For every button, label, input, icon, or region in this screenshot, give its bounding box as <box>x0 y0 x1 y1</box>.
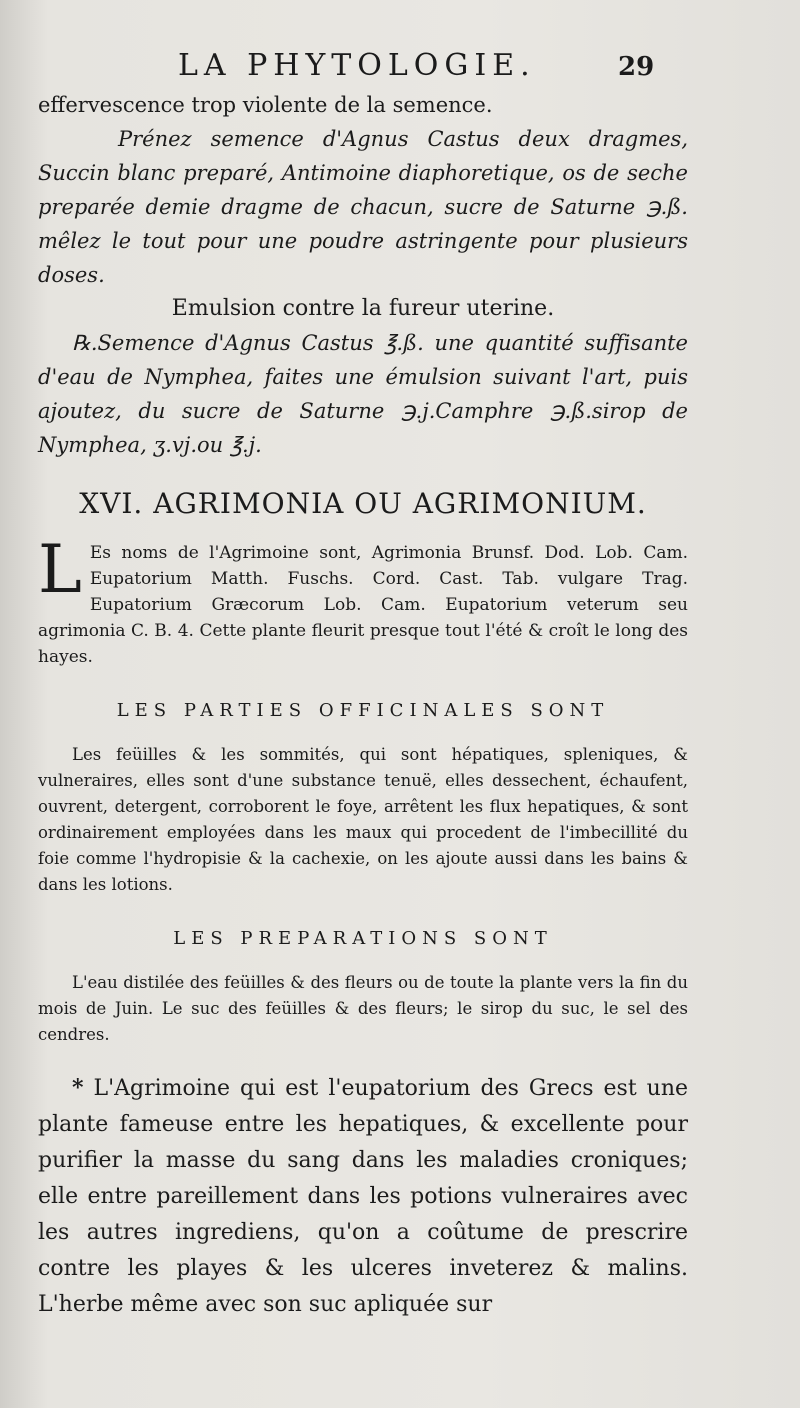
emulsion-heading: Emulsion contre la fureur uterine. <box>171 296 555 321</box>
note-star: * <box>72 1075 84 1101</box>
drop-cap: L <box>38 531 82 608</box>
section-text-parties: Les feüilles & les sommités, qui sont hépatiques, spleniques, & vulneraires, elles sont d'une substance tenuë, elles dessechent, échaufent, ouvrent, detergent, corroborent le foye, arrêtent les flux hepatiques, & sont ordinairement employées dans les maux qui procedent de l'imbecillité du foie comme l'hydropisie & la cachexie, on les ajoute aussi dans les bains & dans les lotions. <box>38 745 688 894</box>
recipe-emulsion: ℞.Semence d'Agnus Castus ℥.ß. une quantité suffisante d'eau de Nymphea, faites une émulsion suivant l'art, puis ajoutez, du sucre de Saturne ℈.j.Camphre ℈.ß.sirop de Nymphea, ʒ.vj.ou ℥.j. <box>38 331 688 457</box>
section-heading-parties: LES PARTIES OFFICINALES SONT <box>116 700 610 721</box>
continuation-line: effervescence trop violente de la semence. <box>38 93 493 117</box>
recipe-powder: Prénez semence d'Agnus Castus deux dragmes, Succin blanc preparé, Antimoine diaphoretique, os de seche preparée demie dragme de chacun, sucre de Saturne ℈.ß. mêlez le tout pour une poudre astringente pour plusieurs doses. <box>38 127 688 287</box>
chapter-heading: XVI. AGRIMONIA OU AGRIMONIUM. <box>79 487 647 520</box>
page-number: 29 <box>618 52 655 82</box>
running-head <box>38 48 688 88</box>
note-text: L'Agrimoine qui est l'eupatorium des Grecs est une plante fameuse entre les hepatiques, & excellente pour purifier la masse du sang dans les maladies croniques; elle entre pareillement dans les potions vulneraires avec les autres ingrediens, qu'on a coûtume de prescrire contre les playes & les ulceres inveterez & malins. L'herbe même avec son suc apliquée sur <box>38 1076 689 1317</box>
running-head-title: LA PHYTOLOGIE. <box>178 48 536 83</box>
note-paragraph <box>38 1070 688 1323</box>
names-paragraph <box>38 531 688 670</box>
section-text-preparations: L'eau distilée des feüilles & des fleurs ou de toute la plante vers la fin du mois de Juin. Le suc des feüilles & des fleurs; le sirop du suc, le sel des cendres. <box>38 973 688 1044</box>
section-heading-preparations: LES PREPARATIONS SONT <box>173 928 553 949</box>
names-text: Es noms de l'Agrimoine sont, Agrimonia Brunsf. Dod. Lob. Cam. Eupatorium Matth. Fuschs. Cord. Cast. Tab. vulgare Trag. Eupatorium Græcorum Lob. Cam. Eupatorium veterum seu agrimonia C. B. 4. Cette plante fleurit presque tout l'été & croît le long des hayes. <box>38 543 688 667</box>
text-block <box>38 48 688 1323</box>
